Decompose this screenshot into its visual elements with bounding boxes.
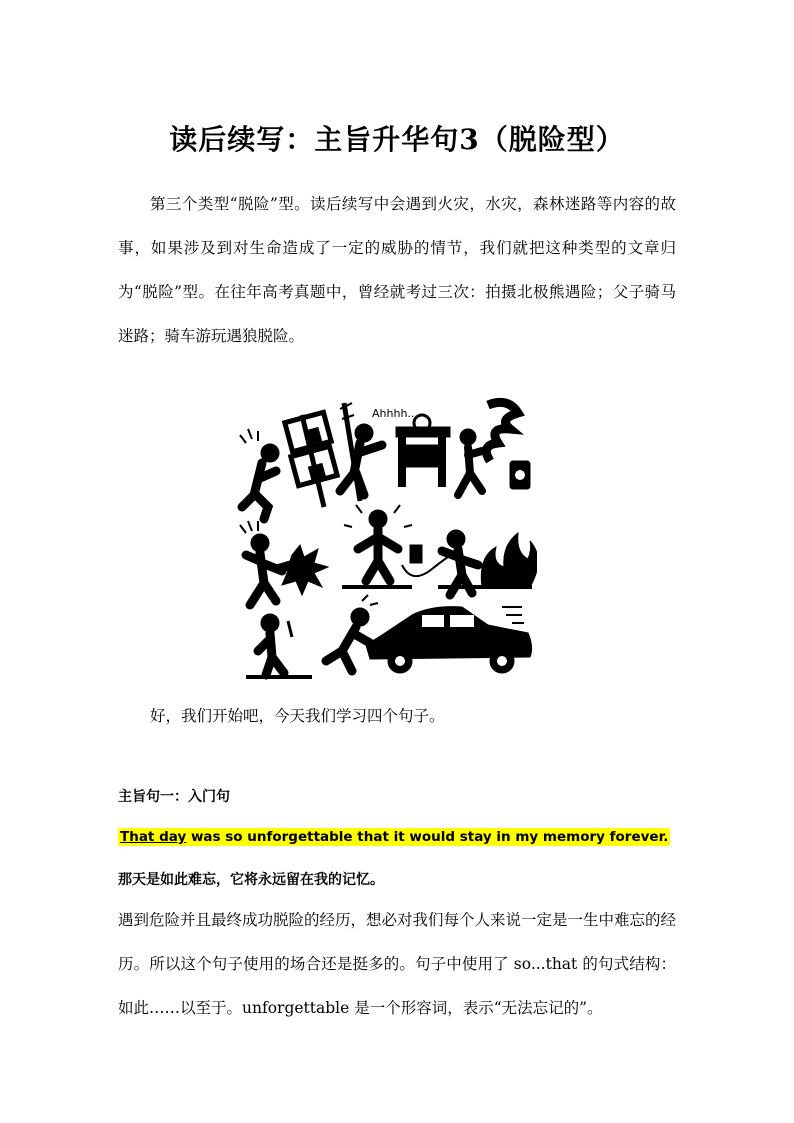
ahhh-text: Ahhhh.... — [372, 407, 422, 420]
lead-in-text: 好，我们开始吧，今天我们学习四个句子。 — [150, 707, 445, 725]
section-heading: 主旨句一：入门句 — [118, 789, 230, 805]
explanation-paragraph: 遇到危险并且最终成功脱险的经历，想必对我们每个人来说一定是一生中难忘的经历。所以这个句子使用的场合还是挺多的。句子中使用了 so...that 的句式结构：如此……以至于。unforgettable 是一个形容词，表示“无法忘记的”。 — [118, 911, 677, 1017]
page-title: 读后续写：主旨升华句3（脱险型） — [169, 123, 625, 156]
example-sentence — [118, 828, 670, 846]
intro-paragraph: 第三个类型“脱险”型。读后续写中会遇到火灾，水灾，森林迷路等内容的故事，如果涉及到对生命造成了一定的威胁的情节，我们就把这种类型的文章归为“脱险”型。在往年高考真题中，曾经就考过三次：拍摄北极熊遇险；父子骑马迷路；骑车游玩遇狼脱险。 — [118, 195, 676, 345]
example-sentence-underlined: That day — [120, 829, 187, 845]
example-sentence-rest: was so unforgettable that it would stay in my memory forever. — [186, 829, 669, 845]
accident-hazard-pictograms-icon — [232, 395, 537, 690]
translation-text: 那天是如此难忘，它将永远留在我的记忆。 — [118, 872, 384, 888]
